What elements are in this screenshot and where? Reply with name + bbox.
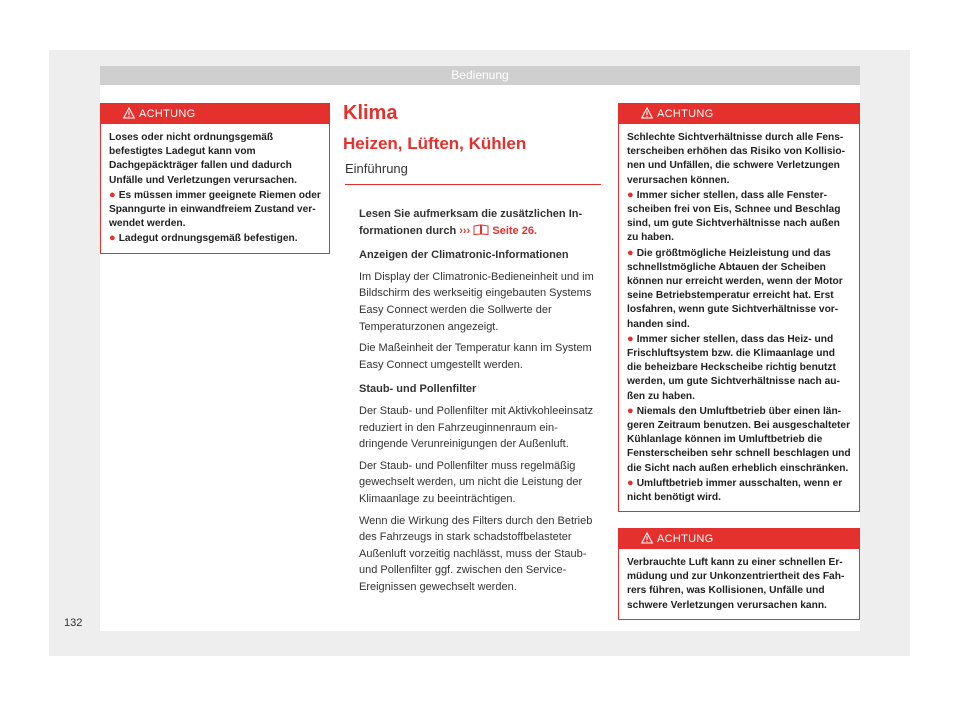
warning-header [619, 104, 859, 124]
warning-intro: Schlechte Sichtverhältnisse durch alle Fensterscheiben erhöhen das Risiko von Kollisionen und Unfällen, die schwere Verletzungen verursachen können. [627, 132, 845, 186]
section-titles [343, 100, 603, 185]
warning-bullet: ● Immer sicher stellen, dass das Heiz- und Frischluftsystem bzw. die Klimaanlage und die beheizbare Heckscheibe richtig benutzt werden, um gute Sichtverhältnisse nach außen zu haben. [627, 332, 840, 402]
bullet-icon: ● [627, 404, 637, 417]
paragraph: Der Staub- und Pollenfilter muss regelmäßig gewechselt werden, um nicht die Leistung der Klimaanlage zu beeinträchtigen. [359, 459, 583, 505]
warning-bullet: ● Ladegut ordnungsgemäß befestigen. [109, 232, 298, 245]
bullet-icon: ● [627, 246, 637, 259]
subsection-title: Einführung [345, 161, 408, 176]
bullet-icon: ● [109, 188, 119, 201]
warning-heading: ACHTUNG [657, 108, 714, 120]
warning-triangle-icon [123, 107, 135, 119]
paragraph-heading: Staub- und Pollenfilter [359, 383, 477, 396]
chevron-right-icon: ››› [459, 224, 471, 237]
section-title: Heizen, Lüften, Kühlen [343, 134, 527, 153]
paragraph: Die Maßeinheit der Temperatur kann im System Easy Connect umgestellt werden. [359, 342, 592, 371]
paragraph: Der Staub- und Pollenfilter mit Aktivkohleeinsatz reduziert in den Fahrzeuginnenraum eindringende Verunreinigungen der Außenluft. [359, 404, 594, 451]
paragraph: Im Display der Climatronic-Bedieneinheit und im Bildschirm des werkseitig eingebauten Systems Easy Connect werden die Sollwerte der Temperaturzonen angezeigt. [359, 270, 594, 333]
book-icon [473, 224, 489, 235]
running-header: Bedienung [100, 66, 860, 85]
warning-header [619, 529, 859, 549]
warning-box-visibility [618, 103, 860, 512]
paragraph: Wenn die Wirkung des Filters durch den Betrieb des Fahrzeugs in stark schadstoffbelasteter Außenluft vorzeitig nachlässt, muss der Staub- und Pollenfilter ggf. zwischen den Service-Ereignissen gewechselt werden. [359, 514, 593, 593]
warning-header [101, 104, 329, 124]
bullet-icon: ● [627, 332, 637, 345]
warning-bullet: ● Immer sicher stellen, dass alle Fensterscheiben frei von Eis, Schnee und Beschlag sind, um gute Sichtverhältnisse nach außen zu haben. [627, 188, 841, 244]
warning-heading: ACHTUNG [657, 533, 714, 545]
warning-box-cargo [100, 103, 330, 254]
warning-heading: ACHTUNG [139, 108, 196, 120]
paragraph-heading: Anzeigen der Climatronic-Informationen [359, 249, 569, 262]
title-divider [345, 184, 601, 185]
warning-intro: Loses oder nicht ordnungsgemäß befestigtes Ladegut kann vom Dachgepäckträger fallen und dadurch Unfälle und Verletzungen verursachen. [109, 132, 297, 186]
page-reference-link[interactable]: Seite 26. [492, 224, 537, 237]
warning-box-air [618, 528, 860, 620]
page-number: 132 [64, 617, 83, 629]
bullet-icon: ● [627, 188, 637, 201]
warning-triangle-icon [641, 532, 653, 544]
chapter-title: Klima [343, 102, 398, 124]
warning-bullet: ● Niemals den Umluftbetrieb über einen längeren Zeitraum benutzen. Bei ausgeschalteter Kühlanlage können im Umluftbetrieb die Fensterscheiben sehr schnell beschlagen und die Sicht nach außen erheblich einschränken. [627, 404, 851, 474]
bullet-icon: ● [627, 476, 637, 489]
warning-bullet: ● Umluftbetrieb immer ausschalten, wenn er nicht benötigt wird. [627, 476, 843, 504]
warning-triangle-icon [641, 107, 653, 119]
warning-bullet: ● Die größtmögliche Heizleistung und das schnellstmögliche Abtauen der Scheiben können nur erreicht werden, wenn der Motor seine Betriebstemperatur erreicht hat. Erst losfahren, wenn gute Sichtverhältnisse vorhanden sind. [627, 246, 843, 330]
bullet-icon: ● [109, 232, 119, 245]
intro-reference: Lesen Sie aufmerksam die zusätzlichen Informationen durch ››› Seite 26. [359, 208, 583, 237]
main-text [359, 206, 601, 600]
warning-bullet: ● Es müssen immer geeignete Riemen oder Spanngurte in einwandfreiem Zustand verwendet werden. [109, 188, 321, 230]
warning-intro: Verbrauchte Luft kann zu einer schnellen Ermüdung und zur Unkonzentriertheit des Fahrers führen, was Kollisionen, Unfälle und schwere Verletzungen verursachen kann. [627, 557, 845, 611]
